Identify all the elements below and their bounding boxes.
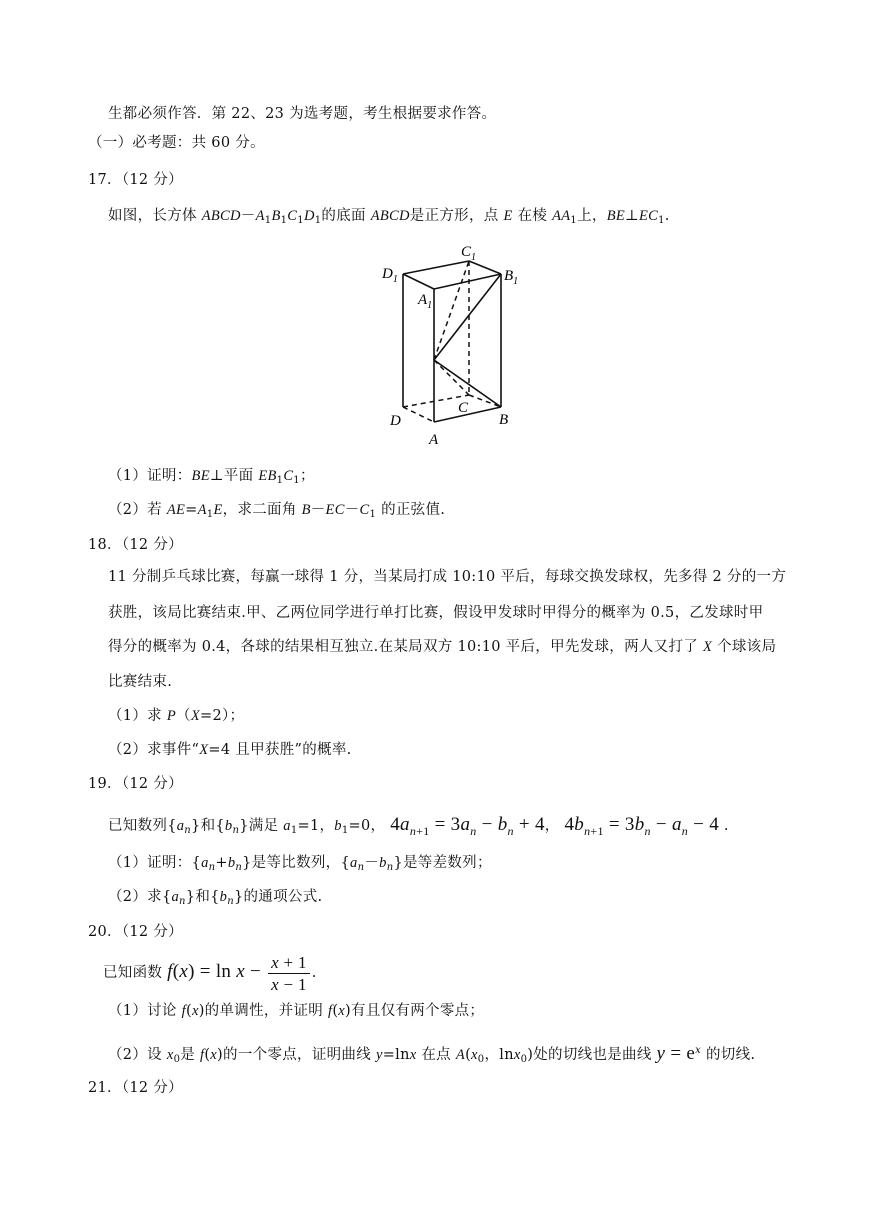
q18-header: 18．（12 分） xyxy=(88,537,183,553)
q17-part1: （1）证明：BE⊥平面 $EB_1C_1$； xyxy=(108,468,315,486)
q17-header: 17．（12 分） xyxy=(88,172,183,188)
label-C1: $C_1$ xyxy=(461,244,477,263)
q18-part1: （1）求 P（X=2）； xyxy=(108,708,245,724)
label-D1: $D_1$ xyxy=(382,266,398,285)
q19-part2: （2）求$\{a_n\}$和$\{b_n\}$的通项公式. xyxy=(108,889,323,907)
label-A1: $A_1$ xyxy=(418,292,433,311)
q19-stem: 已知数列$\{a_n\}$和$\{b_n\}$满足 $a_1=1$，$b_1=0$， $4a_{n+1} = 3a_n - b_n + 4$， $4b_{n+1} = 3b_n - a_n - 4$ . xyxy=(108,814,729,838)
label-D: D xyxy=(390,413,401,429)
q18-part2: （2）求事件“X=4 且甲获胜”的概率. xyxy=(108,742,352,758)
q18-line-1: 11 分制乒乓球比赛，每赢一球得 1 分，当某局打成 10:10 平后，每球交换发球权，先多得 2 分的一方 xyxy=(108,569,787,585)
label-A: A xyxy=(429,432,439,448)
q18-line-3: 得分的概率为 0.4，各球的结果相互独立.在某局双方 10:10 平后，甲先发球，两人又打了 X 个球该局 xyxy=(108,639,777,655)
cuboid-figure xyxy=(370,238,530,453)
label-B1: $B_1$ xyxy=(504,268,519,287)
q17-stem: 如图，长方体 $ABCD-A_1B_1C_1D_1$的底面 ABCD是正方形，点 E 在棱 $AA_1$上，$BE\perp EC_1$. xyxy=(108,208,670,226)
q20-part1: （1）讨论 f(x)的单调性，并证明 f(x)有且仅有两个零点； xyxy=(108,1003,485,1019)
q19-header: 19．（12 分） xyxy=(88,776,183,792)
q17-part2: （2）若 $AE=A_1E$，求二面角 $B-EC-C_1$ 的正弦值. xyxy=(108,502,446,520)
q19-part1: （1）证明：$\{a_n+b_n\}$是等比数列，$\{a_n-b_n\}$是等差数列； xyxy=(108,855,492,873)
intro-line: 生都必须作答．第 22、23 为选考题，考生根据要求作答。 xyxy=(108,106,497,122)
section-heading: （一）必考题：共 60 分。 xyxy=(88,135,265,151)
q18-line-4: 比赛结束. xyxy=(108,674,173,690)
q21-header: 21．（12 分） xyxy=(88,1080,183,1096)
q20-stem: 已知函数 f(x) = ln x − $\frac{x + 1}{x - 1}$ . xyxy=(103,952,317,994)
q20-header: 20．（12 分） xyxy=(88,924,183,940)
q18-line-2: 获胜，该局比赛结束.甲、乙两位同学进行单打比赛，假设甲发球时甲得分的概率为 0.5，乙发球时甲 xyxy=(108,605,764,621)
label-B: B xyxy=(499,412,509,428)
label-C: C xyxy=(458,400,469,416)
q20-part2: （2）设 $x_0$是 f(x)的一个零点，证明曲线 y=lnx 在点 $A(x_0$，lnx$_0$)处的切线也是曲线 $y = e^x$ 的切线. xyxy=(108,1043,756,1065)
